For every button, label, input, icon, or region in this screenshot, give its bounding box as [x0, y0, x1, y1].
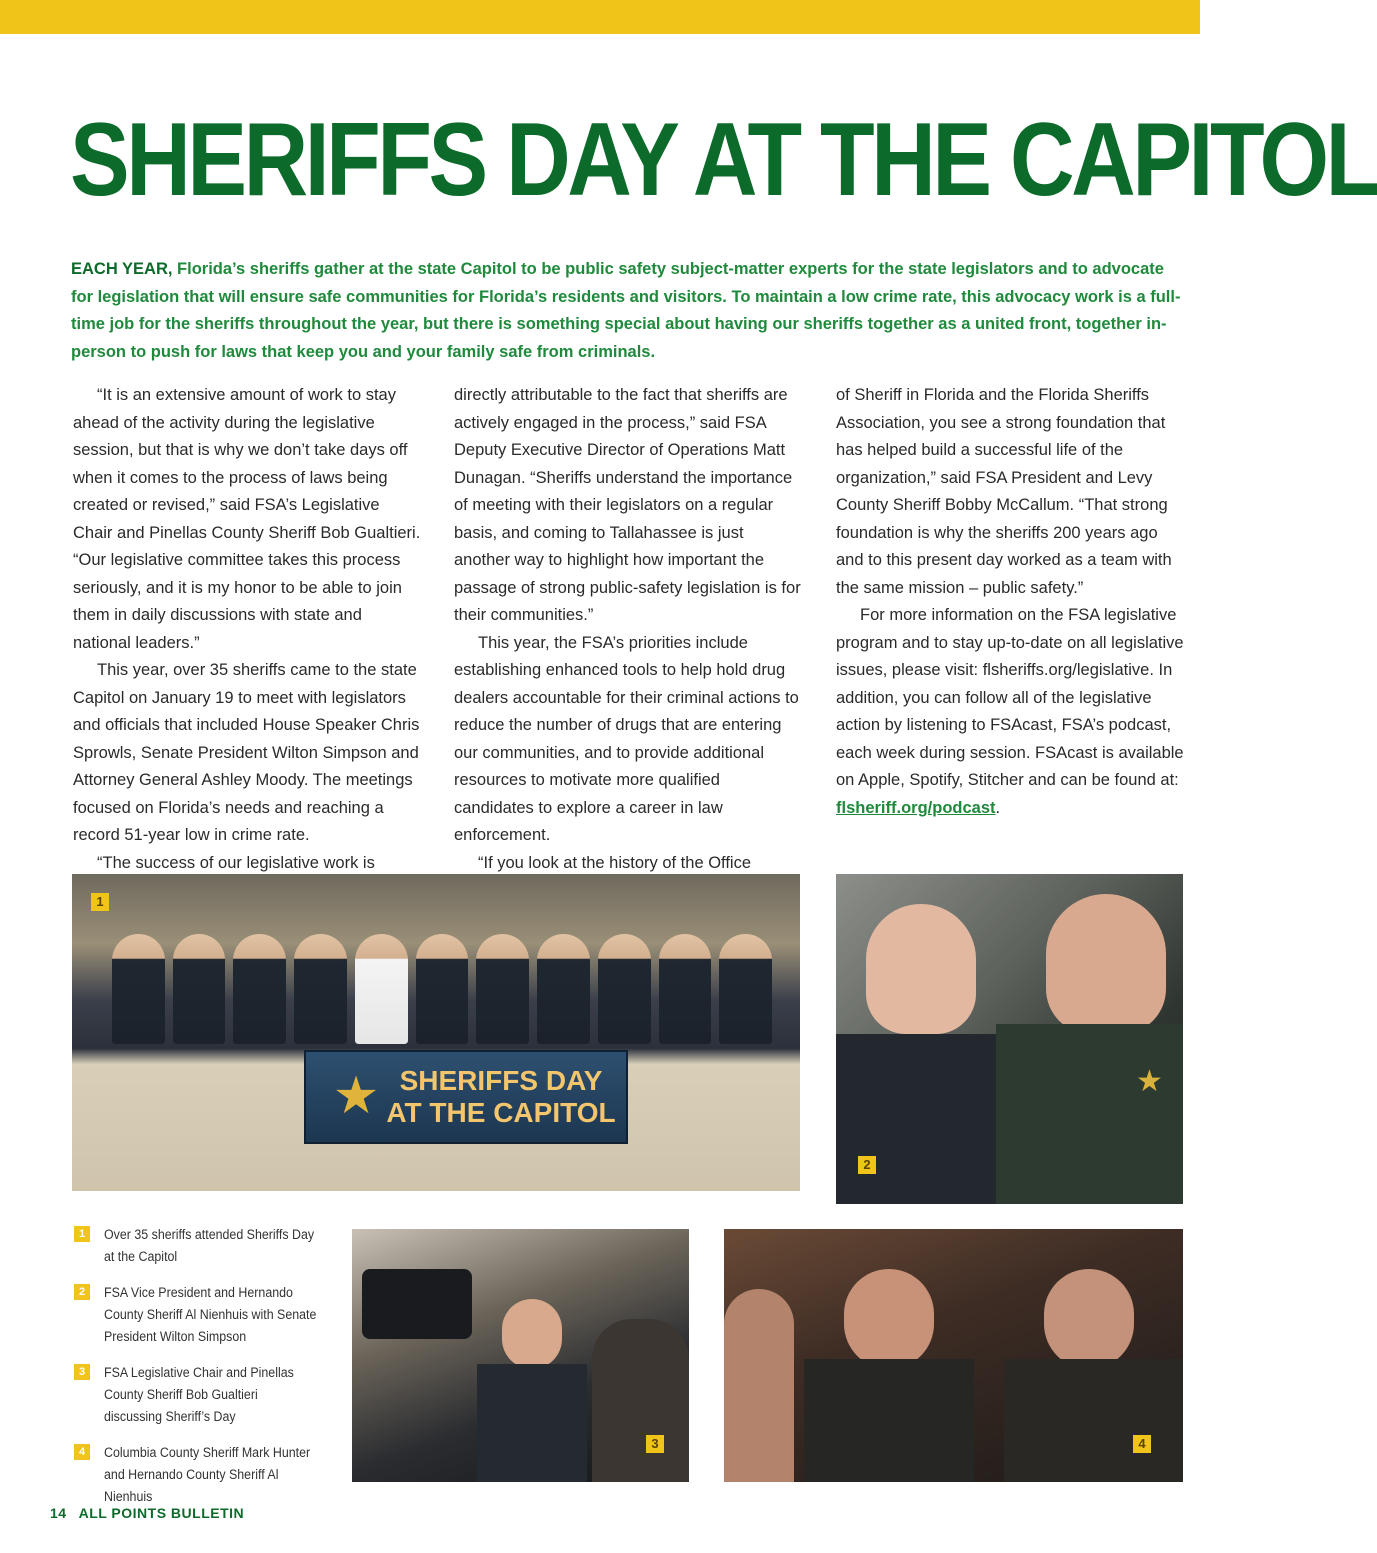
banner-line-1: SHERIFFS DAY [399, 1065, 603, 1096]
suit [1004, 1359, 1183, 1482]
caption-item [74, 1442, 336, 1508]
photo-sheriff-interview [352, 1229, 689, 1482]
banner-line-2: AT THE CAPITOL [386, 1097, 616, 1128]
paragraph [836, 602, 1186, 822]
page-title: SHERIFFS DAY AT THE CAPITOL [70, 102, 1377, 218]
person [719, 934, 772, 1044]
face [1046, 894, 1166, 1034]
caption-item [74, 1282, 336, 1348]
face [844, 1269, 934, 1369]
person [598, 934, 651, 1044]
tv-camera [362, 1269, 472, 1339]
sheriffs-group [112, 934, 772, 1044]
caption-item [74, 1224, 336, 1268]
page-number: 14 [50, 1505, 67, 1521]
uniform [477, 1364, 587, 1482]
photo-captions [74, 1224, 336, 1522]
body-column-3 [836, 382, 1186, 822]
intro-lead: EACH YEAR, [71, 260, 173, 278]
photo-number-badge: 1 [91, 893, 109, 911]
body-column-1 [73, 382, 421, 877]
paragraph-text: For more information on the FSA legislative program and to stay up-to-date on all legislative issues, please visit: flsheriffs.org/legislative. In addition, you can follow all of the legislative action by listening to FSAcast, FSA’s podcast, each week during session. FSAcast is available on Apple, Spotify, Stitcher and can be found at: [836, 606, 1184, 789]
caption-text: FSA Vice President and Hernando County Sheriff Al Nienhuis with Senate President Wilton Simpson [104, 1285, 317, 1344]
person [659, 934, 712, 1044]
paragraph: “The success of our legislative work is [97, 853, 375, 872]
person [294, 934, 347, 1044]
photo-number-badge: 3 [646, 1435, 664, 1453]
person [112, 934, 165, 1044]
caption-text: Columbia County Sheriff Mark Hunter and Hernando County Sheriff Al Nienhuis [104, 1445, 311, 1504]
star-badge-icon: ★ [1136, 1065, 1163, 1098]
photo-number-badge: 4 [1133, 1435, 1151, 1453]
uniform [996, 1024, 1183, 1204]
photo-sheriff-with-senate-president [836, 874, 1183, 1196]
star-badge-icon: ★ [332, 1067, 380, 1125]
person [476, 934, 529, 1044]
intro-paragraph [71, 256, 1183, 366]
person [355, 934, 408, 1044]
caption-text: FSA Legislative Chair and Pinellas County Sheriff Bob Gualtieri discussing Sheriff’s Day [104, 1365, 294, 1424]
paragraph: “If you look at the history of the Office [478, 853, 751, 872]
page-footer [50, 1505, 244, 1521]
caption-number: 3 [74, 1364, 90, 1380]
person [416, 934, 469, 1044]
caption-text: Over 35 sheriffs attended Sheriffs Day at the Capitol [104, 1227, 315, 1264]
reporter [592, 1319, 689, 1482]
podcast-link[interactable]: flsheriff.org/podcast [836, 798, 996, 817]
foreground-person [724, 1289, 794, 1482]
person [233, 934, 286, 1044]
paragraph-end: . [995, 798, 1001, 817]
photo-number-badge: 2 [858, 1156, 876, 1174]
caption-item [74, 1362, 336, 1428]
event-banner [304, 1050, 628, 1144]
person [537, 934, 590, 1044]
caption-number: 4 [74, 1444, 90, 1460]
face [502, 1299, 562, 1369]
intro-text: Florida’s sheriffs gather at the state Capitol to be public safety subject-matter experts for the state legislators and to advocate for legislation that will ensure safe communities for Florida’s residents and visitors. To maintain a low crime rate, this advocacy work is a full-time job for the sheriffs throughout the year, but there is something special about having our sheriffs together as a united front, together in-person to push for laws that keep you and your family safe from criminals. [71, 260, 1181, 361]
face [1044, 1269, 1134, 1369]
publication-name: ALL POINTS BULLETIN [78, 1505, 245, 1521]
caption-number: 2 [74, 1284, 90, 1300]
paragraph: directly attributable to the fact that sheriffs are actively engaged in the process,” said FSA Deputy Executive Director of Operations Matt Dunagan. “Sheriffs understand the importance of meeting with their legislators on a regular basis, and coming to Tallahassee is just another way to highlight how important the passage of strong public-safety legislation is for their communities.” [454, 386, 801, 624]
paragraph: “It is an extensive amount of work to stay ahead of the activity during the legislative session, but that is why we don’t take days off when it comes to the process of laws being created or revised,” said FSA’s Legislative Chair and Pinellas County Sheriff Bob Gualtieri. “Our legislative committee takes this process seriously, and it is my honor to be able to join them in daily discussions with state and national leaders.” [73, 386, 421, 652]
suit [836, 1034, 1006, 1204]
top-accent-bar [0, 0, 1200, 34]
photo-sheriffs-conversation [724, 1229, 1183, 1482]
suit [804, 1359, 974, 1482]
person [173, 934, 226, 1044]
face [866, 904, 976, 1034]
photo-group-sheriffs [72, 874, 800, 1191]
paragraph: This year, the FSA’s priorities include establishing enhanced tools to help hold drug dealers accountable for their criminal actions to reduce the number of drugs that are entering our communities, and to provide additional resources to motivate more qualified candidates to explore a career in law enforcement. [454, 633, 799, 844]
paragraph: of Sheriff in Florida and the Florida Sheriffs Association, you see a strong foundation that has helped build a successful life of the organization,” said FSA President and Levy County Sheriff Bobby McCallum. “That strong foundation is why the sheriffs 200 years ago and to this present day worked as a team with the same mission – public safety.” [836, 386, 1172, 597]
body-column-2 [454, 382, 802, 877]
paragraph: This year, over 35 sheriffs came to the state Capitol on January 19 to meet with legislators and officials that included House Speaker Chris Sprowls, Senate President Wilton Simpson and Attorney General Ashley Moody. The meetings focused on Florida’s needs and reaching a record 51-year low in crime rate. [73, 661, 420, 844]
caption-number: 1 [74, 1226, 90, 1242]
banner-text [386, 1065, 615, 1129]
